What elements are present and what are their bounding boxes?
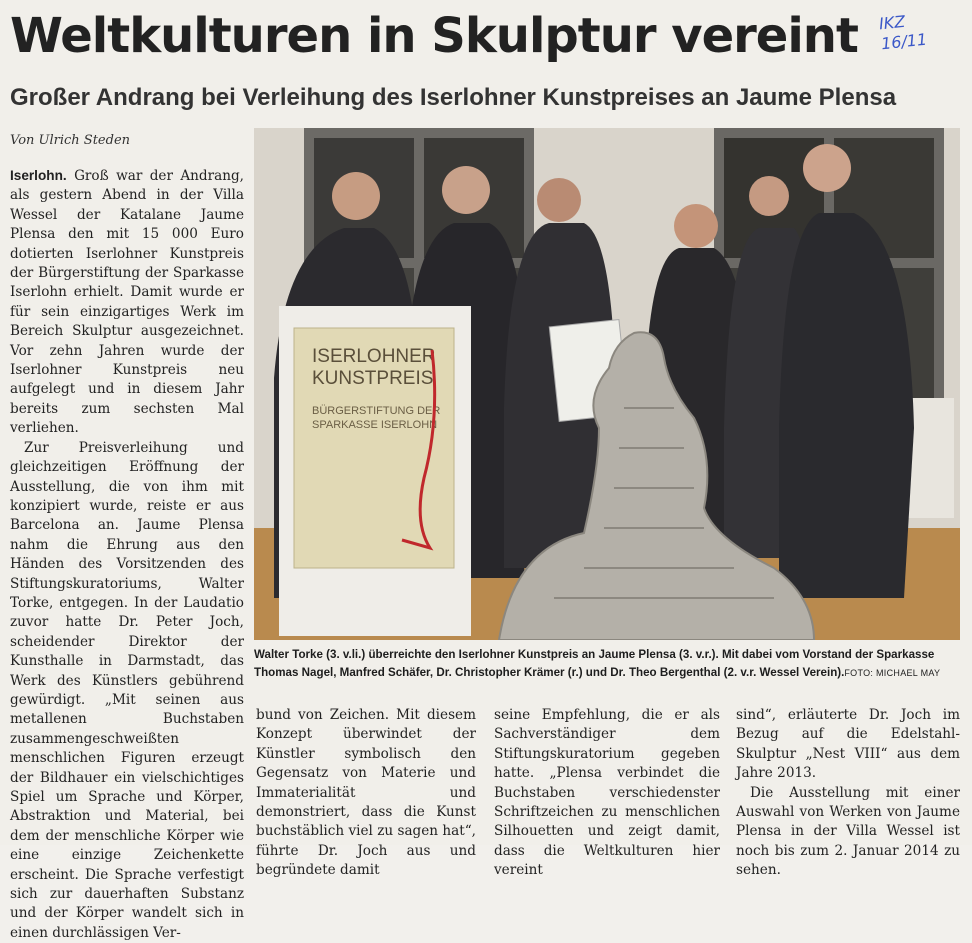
byline: Von Ulrich Steden [10,133,131,148]
column-2-text: bund von Zeichen. Mit diesem Konzept überwindet der Künstler symbolisch den Gegensatz von Materie und Immaterialität und demonstriert, dass die Kunst buchstäblich viel zu sagen hat“, führte Dr. Joch aus und begründete damit [256,707,476,879]
text-column-1 [10,166,244,943]
sign-line-4: SPARKASSE ISERLOHN [312,419,438,431]
paragraph-2: Zur Preisverleihung und gleichzeitigen Eröffnung der Ausstellung, die von ihm mit konzipiert wurde, reiste er aus Barcelona an. Jaume Plensa nahm die Ehrung aus den Händen des Vorsitzenden des Stiftungskuratoriums, Walter Torke, entgegen. In der Laudatio zuvor hatte Dr. Peter Joch, scheidender Direktor der Kunsthalle in Darmstadt, das Werk des Künstlers gebührend gewürdigt. „Mit seinen aus metallenen Buchstaben zusammengeschweißten menschlichen Figuren erzeugt der Bildhauer ein vielschichtiges Spiel um Sprache und Körper, Abstraktion und Material, bei dem der menschliche Körper wie eine einzige Zeichenkette erscheint. Die Sprache verfestigt sich zur dauerhaften Substanz und der Körper wandelt sich in einen durchlässigen Ver- [10,439,244,941]
column-4-paragraph-1: sind“, erläuterte Dr. Joch im Bezug auf die Edelstahl-Skulptur „Nest VIII“ aus dem Jahre 2013. [736,707,960,782]
text-column-2 [256,706,476,881]
subheadline: Großer Andrang bei Verleihung des Iserlohner Kunstpreises an Jaume Plensa [10,84,897,111]
sign-line-1: ISERLOHNER [312,346,436,367]
paragraph-1-text: Groß war der Andrang, als gestern Abend in der Villa Wessel der Katalane Jaume Plensa den mit 15 000 Euro dotierten Iserlohner Kunstpreis der Bürgerstiftung der Sparkasse Iserlohn erhielt. Damit wurde er für sein einzigartiges Werk im Bereich Skulptur ausgezeichnet. Vor zehn Jahren wurde der Iserlohner Kunstpreis neu aufgelegt und in diesem Jahr bereits zum sechsten Mal verliehen. [10,168,244,437]
photo-caption [254,646,960,682]
article-photo [254,128,960,640]
sign-line-3: BÜRGERSTIFTUNG DER [312,405,441,417]
sign-line-2: KUNSTPREIS [312,368,434,389]
column-4-paragraph-2: Die Ausstellung mit einer Auswahl von Werken von Jaume Plensa in der Villa Wessel ist noch bis zum 2. Januar 2014 zu sehen. [736,784,960,879]
text-column-3 [494,706,720,881]
handwritten-note [878,10,928,55]
text-column-4 [736,706,960,881]
caption-text: Walter Torke (3. v.li.) überreichte den Iserlohner Kunstpreis an Jaume Plensa (3. v.r.). Mit dabei vom Vorstand der Sparkasse Thomas Nagel, Manfred Schäfer, Dr. Christopher Krämer (r.) und Dr. Theo Bergenthal (2. v.r. Wessel Verein). [254,648,935,679]
headline: Weltkulturen in Skulptur vereint [10,8,858,64]
photo-illustration [254,128,960,640]
paragraph-1 [10,166,244,439]
handwritten-note-line2: 16/11 [880,29,928,54]
handwritten-note-line1: IKZ [878,11,907,34]
dateline: Iserlohn. [10,168,67,183]
column-3-text: seine Empfehlung, die er als Sachverständiger dem Stiftungskuratorium gegeben hatte. „Plensa verbindet die Buchstaben verschiedenster Schriftzeichen zu menschlichen Silhouetten und zeigt damit, dass die Weltkulturen hier vereint [494,707,720,879]
photo-credit: FOTO: MICHAEL MAY [844,668,941,678]
